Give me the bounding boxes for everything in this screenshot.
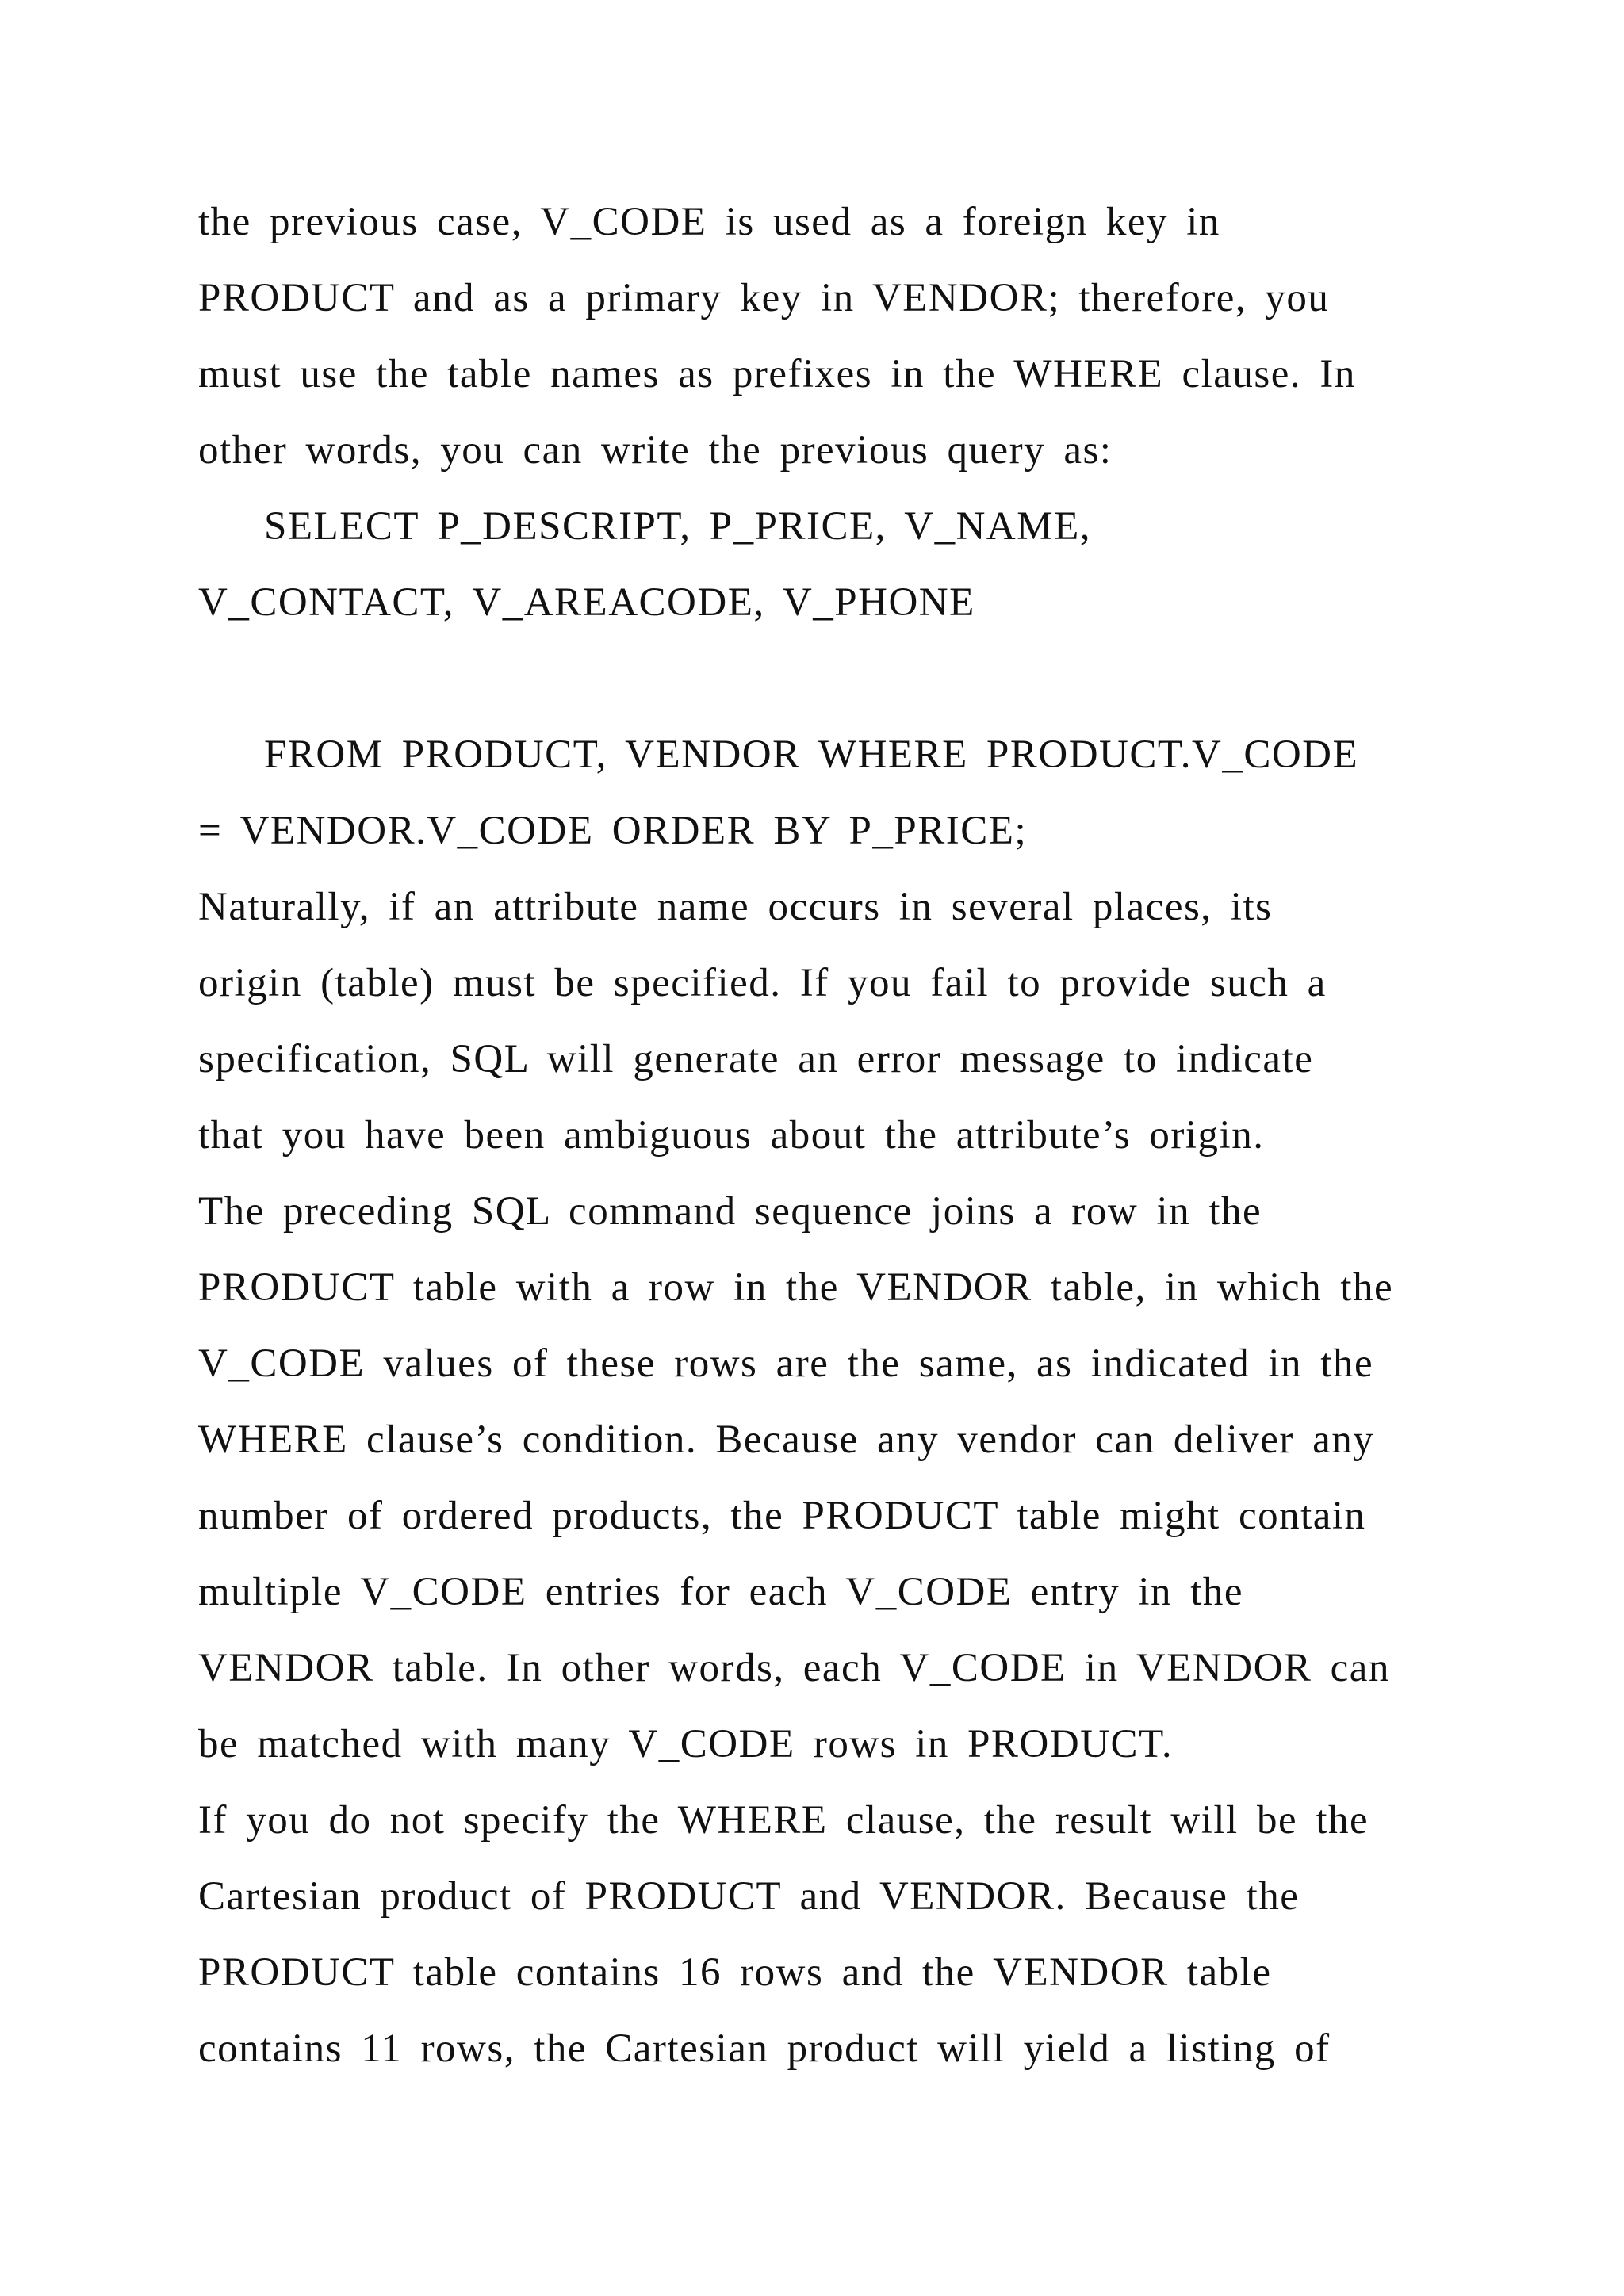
- text-line: number of ordered products, the PRODUCT table might contain: [198, 1494, 1366, 1538]
- text-line: must use the table names as prefixes in the WHERE clause. In: [198, 352, 1356, 396]
- text-line: PRODUCT and as a primary key in VENDOR; therefore, you: [198, 276, 1330, 320]
- sql-code-line: = VENDOR.V_CODE ORDER BY P_PRICE;: [198, 809, 1028, 853]
- text-line: VENDOR table. In other words, each V_CODE in VENDOR can: [198, 1646, 1390, 1690]
- text-line: specification, SQL will generate an error message to indicate: [198, 1037, 1314, 1081]
- text-line: Naturally, if an attribute name occurs in several places, its: [198, 885, 1273, 929]
- text-line: multiple V_CODE entries for each V_CODE entry in the: [198, 1570, 1244, 1614]
- text-line: that you have been ambiguous about the attribute’s origin.: [198, 1113, 1265, 1158]
- text-line: WHERE clause’s condition. Because any vendor can deliver any: [198, 1418, 1375, 1462]
- text-line: the previous case, V_CODE is used as a foreign key in: [198, 200, 1220, 244]
- text-line: contains 11 rows, the Cartesian product will yield a listing of: [198, 2026, 1331, 2071]
- sql-code-line: V_CONTACT, V_AREACODE, V_PHONE: [198, 580, 975, 625]
- text-line: V_CODE values of these rows are the same, as indicated in the: [198, 1341, 1374, 1386]
- text-line: be matched with many V_CODE rows in PRODUCT.: [198, 1722, 1174, 1766]
- text-line: If you do not specify the WHERE clause, the result will be the: [198, 1798, 1369, 1843]
- sql-code-line: SELECT P_DESCRIPT, P_PRICE, V_NAME,: [264, 504, 1091, 549]
- text-line: PRODUCT table contains 16 rows and the VENDOR table: [198, 1950, 1272, 1995]
- sql-code-line: FROM PRODUCT, VENDOR WHERE PRODUCT.V_CODE: [264, 733, 1359, 777]
- text-line: The preceding SQL command sequence joins a row in the: [198, 1189, 1262, 1234]
- text-line: PRODUCT table with a row in the VENDOR table, in which the: [198, 1265, 1394, 1310]
- text-line: other words, you can write the previous query as:: [198, 428, 1113, 473]
- text-line: Cartesian product of PRODUCT and VENDOR. Because the: [198, 1874, 1300, 1919]
- text-line: origin (table) must be specified. If you fail to provide such a: [198, 961, 1327, 1005]
